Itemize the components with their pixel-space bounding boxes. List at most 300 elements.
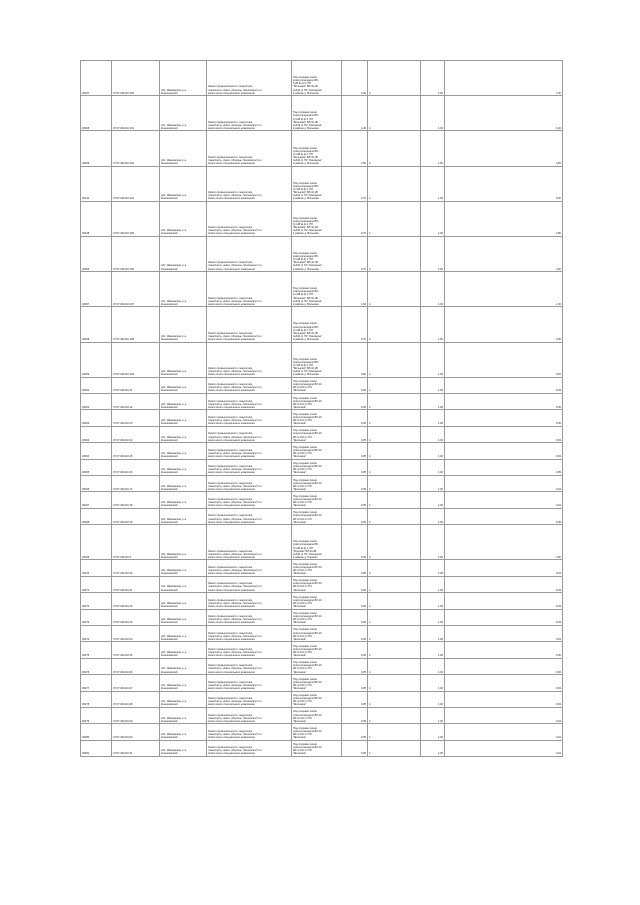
cell-text: транспорта, связи, обороны, безопасности и [208, 402, 262, 406]
cell-text: "Вольково" ВЛ-10 кВ [293, 190, 318, 194]
cell-area [342, 394, 368, 409]
cell-permitted-use [292, 642, 342, 657]
cell-text: Кинешемский [161, 302, 178, 306]
cell-text: Кинешемский [161, 422, 178, 426]
cell-text: "Шилекша" [293, 471, 307, 475]
cell-land-category [207, 593, 292, 608]
cell-text: транспорта, связи, обороны, безопасности и [208, 585, 262, 589]
cell-text: Земли промышленности, энергетики, [208, 85, 253, 89]
cell-text: 2,50 [360, 161, 366, 165]
cell-text: Земли промышленности, энергетики, [208, 481, 253, 485]
cell-land-category [207, 167, 292, 201]
cell-area [342, 577, 368, 592]
cell-text: обл. Ивановская, р-н [161, 419, 187, 423]
cell-text: 0,04 [555, 455, 561, 459]
cell-text: кВ № 104 от ПС [293, 501, 313, 505]
cell-text: обл. Ивановская, р-н [161, 435, 187, 439]
cell-text: 0,04 [555, 703, 561, 707]
table-row [81, 410, 563, 426]
table-row [81, 692, 563, 708]
cell-area [342, 272, 368, 306]
cell-value [445, 560, 563, 575]
cell-address [160, 427, 207, 442]
cell-text: 1,00 [437, 504, 443, 508]
cell-unit [368, 96, 421, 130]
cell-permitted-use [292, 307, 342, 341]
cell-unit [368, 272, 421, 306]
cell-text: 36281 [82, 752, 90, 756]
cell-value [445, 410, 563, 425]
cell-text: кВ № 104 от ПС [293, 618, 313, 622]
cell-unit [368, 577, 421, 592]
cell-text: Кинешемский [161, 373, 178, 377]
cell-text: 36261 [82, 405, 90, 409]
cell-text: транспорта, связи, обороны, безопасности и [208, 618, 262, 622]
cell-text: электропередачи ВЛ-10 [293, 465, 322, 469]
cell-text: электропередачи ВЛ-10 [293, 481, 322, 485]
cell-cadastral-number [112, 492, 160, 507]
cell-text: 4 [369, 736, 371, 740]
cell-text: Под опорами линии [293, 661, 317, 665]
cell-text: Кинешемский [161, 126, 178, 130]
cell-text: Кинешемский [161, 686, 178, 690]
cell-cadastral-number [112, 626, 160, 641]
cell-text: 4 [369, 654, 371, 658]
cell-value [445, 476, 563, 491]
cell-unit [368, 509, 421, 524]
cell-text: №434 от ПС "Шилекша" [293, 264, 322, 268]
cell-text: 4 [369, 637, 371, 641]
cell-cadastral-number [112, 307, 160, 341]
cell-coefficient [421, 560, 445, 575]
cell-text: "Шилекша" [293, 438, 307, 442]
cell-text: Земли промышленности, энергетики, [208, 399, 253, 403]
cell-unit [368, 659, 421, 674]
cell-address [160, 443, 207, 458]
cell-coefficient [421, 202, 445, 236]
cell-text: Земли промышленности, энергетики, [208, 366, 253, 370]
cell-cadastral-number [112, 659, 160, 674]
cell-text: 1,00 [437, 389, 443, 393]
cell-text: 4 [369, 504, 371, 508]
cell-text: кВ № 104 от ПС [293, 435, 313, 439]
cell-cadastral-number [112, 460, 160, 475]
cell-text: 1,00 [437, 126, 443, 130]
cell-value [445, 443, 563, 458]
cell-text: 0,4 кВ ф.ф.1 (ТП [293, 187, 314, 191]
cell-text: Кинешемский [161, 736, 178, 740]
cell-text: транспорта, связи, обороны, безопасности и [208, 435, 262, 439]
cell-text: Под опорами линии [293, 478, 317, 482]
cell-text: 4 [369, 405, 371, 409]
cell-permitted-use [292, 593, 342, 608]
cell-area [342, 378, 368, 393]
cell-text: транспорта, связи, обороны, безопасности и [208, 700, 262, 704]
cell-value [445, 741, 563, 756]
cell-text: кВ № 104 от ПС [293, 700, 313, 704]
cell-cadastral-number [112, 476, 160, 491]
cell-text: 1,60 [360, 302, 366, 306]
cell-text: 36278 [82, 703, 90, 707]
cell-text: Земли промышленности, энергетики, [208, 582, 253, 586]
cell-text: Кинешемский [161, 232, 178, 236]
cell-text: №434 от ПС "Шилекша" [293, 552, 322, 556]
cell-land-category [207, 577, 292, 592]
cell-number [81, 460, 112, 475]
cell-value [445, 272, 563, 306]
cell-text: 37:07:031216:21 [113, 588, 133, 592]
cell-text: 36259 [82, 373, 90, 377]
cell-text: транспорта, связи, обороны, безопасности и [208, 370, 262, 373]
cell-text: в районе д. Вольково [293, 197, 319, 201]
cell-text: 4,00 [555, 91, 561, 95]
cell-text: 1,00 [437, 555, 443, 559]
cell-text: электропередачи ВЛ-10 [293, 566, 322, 569]
cell-value [445, 642, 563, 657]
cell-text: транспорта, связи, обороны, безопасности и [208, 123, 262, 127]
cell-text: Земли промышленности, энергетики, [208, 465, 253, 469]
cell-text: Кинешемский [161, 604, 178, 608]
cell-text: Земли промышленности, энергетики, [208, 615, 253, 619]
cell-text: обл. Ивановская, р-н [161, 716, 187, 720]
cell-text: №434 от ПС "Шилекша" [293, 88, 322, 92]
cell-text: Под опорами линии [293, 357, 317, 361]
cell-text: 4 [369, 670, 371, 674]
cell-address [160, 610, 207, 625]
cell-land-category [207, 460, 292, 475]
cell-land-category [207, 307, 292, 341]
cell-text: 4 [369, 91, 371, 95]
cell-area [342, 410, 368, 425]
cell-text: 0,05 [360, 471, 366, 475]
cell-text: 1,00 [437, 455, 443, 459]
cell-text: 1,00 [437, 232, 443, 236]
cell-text: транспорта, связи, обороны, безопасности и [208, 194, 262, 198]
cell-text: электропередачи ВЛ- [293, 149, 319, 153]
cell-text: Под опорами линии [293, 412, 317, 416]
cell-text: обл. Ивановская, р-н [161, 229, 187, 233]
cell-text: 0,05 [360, 588, 366, 592]
cell-text: 4 [369, 471, 371, 475]
cell-text: земли иного специального назначения [208, 91, 255, 95]
cell-text: Кинешемский [161, 703, 178, 707]
cell-text: 0,4 кВ ф.ф.1 (ТП [293, 293, 314, 297]
cell-number [81, 642, 112, 657]
cell-text: 0,05 [360, 422, 366, 426]
cell-text: 36257 [82, 302, 90, 306]
cell-text: в районе д. Вольково [293, 232, 319, 236]
cell-text: 4 [369, 604, 371, 608]
cell-cadastral-number [112, 394, 160, 409]
cell-text: "Шилекша" [293, 520, 307, 524]
cell-text: Земли промышленности, энергетики, [208, 331, 253, 335]
cell-text: 0,04 [555, 572, 561, 576]
cell-text: электропередачи ВЛ-10 [293, 432, 322, 436]
cell-permitted-use [292, 741, 342, 756]
cell-text: обл. Ивановская, р-н [161, 451, 187, 455]
cell-text: электропередачи ВЛ-10 [293, 498, 322, 502]
cell-address [160, 708, 207, 723]
cell-text: "Вольково" ВЛ-10 кВ [293, 366, 318, 370]
cell-address [160, 394, 207, 409]
cell-text: кВ № 104 от ПС [293, 733, 313, 736]
cell-text: кВ № 104 от ПС [293, 667, 313, 671]
cell-text: "Вольково" ВЛ-10 кВ [293, 226, 318, 230]
cell-text: 4 [369, 161, 371, 165]
cell-number [81, 741, 112, 756]
cell-text: Под опорами линии [293, 562, 317, 566]
cell-text: №434 от ПС "Шилекша" [293, 334, 322, 338]
cell-text: Земли промышленности, энергетики, [208, 296, 253, 300]
cell-coefficient [421, 427, 445, 442]
cell-text: 36262 [82, 422, 90, 426]
cell-permitted-use [292, 410, 342, 425]
cell-number [81, 509, 112, 524]
cell-text: обл. Ивановская, р-н [161, 158, 187, 162]
cell-unit [368, 343, 421, 377]
cell-text: Под опорами линии [293, 677, 317, 681]
cell-area [342, 741, 368, 756]
cell-text: 0,05 [360, 703, 366, 707]
cell-coefficient [421, 610, 445, 625]
cell-text: "Вольково" ВЛ-10 кВ [293, 85, 318, 89]
cell-text: Под опорами линии [293, 429, 317, 433]
cell-coefficient [421, 509, 445, 524]
cell-text: обл. Ивановская, р-н [161, 402, 187, 406]
table-row [81, 131, 563, 166]
table-row [81, 272, 563, 307]
cell-text: 37:07:031216:107 [113, 302, 134, 306]
cell-text: "Шилекша" [293, 455, 307, 459]
cell-text: Кинешемский [161, 670, 178, 674]
cell-text: 36274 [82, 637, 90, 641]
cell-text: 37:07:031216:102 [113, 161, 134, 165]
cell-text: 4 [369, 422, 371, 426]
cell-text: 0,04 [555, 686, 561, 690]
cell-unit [368, 626, 421, 641]
cell-coefficient [421, 378, 445, 393]
cell-text: 4 [369, 337, 371, 341]
cell-text: 0,05 [360, 637, 366, 641]
cell-value [445, 708, 563, 723]
cell-area [342, 96, 368, 130]
cell-coefficient [421, 237, 445, 271]
cell-coefficient [421, 443, 445, 458]
cell-text: кВ № 104 от ПС [293, 683, 313, 687]
cell-text: 0,05 [360, 654, 366, 658]
cell-text: 0,62 [555, 373, 561, 377]
cell-land-category [207, 724, 292, 739]
cell-text: 37:07:031216:25 [113, 654, 133, 658]
cell-land-category [207, 626, 292, 641]
cell-text: 37:07:031216:106 [113, 267, 134, 271]
cell-address [160, 560, 207, 575]
cell-text: обл. Ивановская, р-н [161, 667, 187, 671]
cell-text: Кинешемский [161, 487, 178, 491]
cell-text: земли иного специального назначения [208, 555, 255, 559]
cell-text: 37:07:031216:105 [113, 232, 134, 236]
cell-permitted-use [292, 708, 342, 723]
cell-text: в районе д. Вольково [293, 337, 319, 341]
cell-text: 0,04 [555, 604, 561, 608]
cell-text: №434 от ПС "Шилекша" [293, 123, 322, 127]
cell-text: Под опорами линии [293, 612, 317, 616]
cell-text: электропередачи ВЛ-10 [293, 697, 322, 701]
cell-permitted-use [292, 525, 342, 559]
cell-text: 0,05 [555, 471, 561, 475]
cell-number [81, 61, 112, 95]
cell-text: 0,70 [360, 232, 366, 236]
cell-text: 1,00 [437, 373, 443, 377]
cell-text: Земли промышленности, энергетики, [208, 448, 253, 452]
cell-text: "Шилекша" [293, 389, 307, 393]
cell-text: 37:07:031216:28 [113, 703, 133, 707]
cell-text: 4 [369, 555, 371, 559]
cell-area [342, 492, 368, 507]
cell-text: электропередачи ВЛ-10 [293, 664, 322, 668]
cell-number [81, 131, 112, 165]
cell-value [445, 307, 563, 341]
cell-text: 0,04 [555, 736, 561, 740]
cell-unit [368, 61, 421, 95]
cell-address [160, 492, 207, 507]
cell-land-category [207, 202, 292, 236]
cell-number [81, 492, 112, 507]
cell-text: Под опорами линии [293, 710, 317, 714]
cell-text: 1,00 [437, 161, 443, 165]
cell-number [81, 476, 112, 491]
cell-coefficient [421, 167, 445, 201]
cell-text: 4 [369, 621, 371, 625]
cell-text: электропередачи ВЛ- [293, 290, 319, 294]
cell-text: Земли промышленности, энергетики, [208, 598, 253, 602]
cell-text: транспорта, связи, обороны, безопасности и [208, 158, 262, 162]
cell-text: 36271 [82, 588, 90, 592]
cell-text: №434 от ПС "Шилекша" [293, 194, 322, 198]
cell-cadastral-number [112, 560, 160, 575]
cell-land-category [207, 509, 292, 524]
cell-land-category [207, 343, 292, 377]
cell-text: "Шилекша" [293, 504, 307, 508]
table-row [81, 724, 563, 740]
cell-area [342, 202, 368, 236]
table-row [81, 659, 563, 675]
cell-text: 0,05 [360, 405, 366, 409]
cell-area [342, 675, 368, 690]
cell-address [160, 237, 207, 271]
cell-text: обл. Ивановская, р-н [161, 501, 187, 505]
cell-text: "Вольково" ВЛ-10 кВ [293, 296, 318, 300]
cell-text: №434 от ПС "Шилекша" [293, 299, 322, 303]
cell-text: Земли промышленности, энергетики, [208, 155, 253, 159]
cell-value [445, 724, 563, 739]
cell-text: 36208 [82, 126, 90, 130]
cell-coefficient [421, 675, 445, 690]
cell-text: 1,00 [437, 588, 443, 592]
cell-text: 4 [369, 487, 371, 491]
cell-text: земли иного специального назначения [208, 520, 255, 524]
cell-text: земли иного специального назначения [208, 126, 255, 130]
cell-coefficient [421, 724, 445, 739]
cell-text: 37:07:031216:11 [113, 389, 133, 393]
cell-land-category [207, 272, 292, 306]
cell-text: Кинешемский [161, 161, 178, 165]
cell-land-category [207, 659, 292, 674]
cell-unit [368, 642, 421, 657]
cell-text: обл. Ивановская, р-н [161, 618, 187, 622]
cell-text: транспорта, связи, обороны, безопасности и [208, 501, 262, 505]
table-row [81, 167, 563, 202]
cell-cadastral-number [112, 202, 160, 236]
cell-land-category [207, 708, 292, 723]
cell-land-category [207, 61, 292, 95]
cell-text: Под опорами линии [293, 726, 317, 730]
cell-text: Кинешемский [161, 405, 178, 409]
cell-text: 36266 [82, 487, 90, 491]
cell-text: транспорта, связи, обороны, безопасности и [208, 229, 262, 233]
cell-text: Под опорами линии [293, 322, 317, 326]
cell-text: 1,00 [437, 302, 443, 306]
cell-text: 37:07:031216:18 [113, 504, 133, 508]
cell-text: Кинешемский [161, 654, 178, 658]
cell-area [342, 593, 368, 608]
cell-cadastral-number [112, 167, 160, 201]
cell-permitted-use [292, 610, 342, 625]
cell-text: "Шилекша" [293, 752, 307, 756]
cell-text: 1,00 [437, 604, 443, 608]
cell-text: "Шилекша" [293, 670, 307, 674]
cell-text: земли иного специального назначения [208, 621, 255, 625]
cell-area [342, 560, 368, 575]
cell-text: земли иного специального назначения [208, 604, 255, 608]
cell-text: Кинешемский [161, 438, 178, 442]
cell-text: 0,05 [555, 405, 561, 409]
cell-text: транспорта, связи, обороны, безопасности и [208, 419, 262, 423]
cell-text: земли иного специального назначения [208, 422, 255, 426]
cell-permitted-use [292, 61, 342, 95]
cell-text: в районе д. Вольково [293, 161, 319, 165]
cell-land-category [207, 237, 292, 271]
cell-text: транспорта, связи, обороны, безопасности и [208, 683, 262, 687]
cell-coefficient [421, 96, 445, 130]
cell-area [342, 659, 368, 674]
cell-unit [368, 476, 421, 491]
cell-text: 1,00 [437, 703, 443, 707]
cell-number [81, 593, 112, 608]
cell-text: 0,04 [555, 487, 561, 491]
cell-text: 4 [369, 752, 371, 756]
cell-text: 37:07:031216:30 [113, 736, 133, 740]
cell-text: 36260 [82, 389, 90, 393]
cell-text: 36277 [82, 686, 90, 690]
cell-text: обл. Ивановская, р-н [161, 634, 187, 638]
cell-text: 36269 [82, 555, 90, 559]
cell-text: "Шилекша" [293, 621, 307, 625]
table-row [81, 525, 563, 560]
cell-text: 4 [369, 267, 371, 271]
cell-permitted-use [292, 692, 342, 707]
cell-text: 0,4 кВ ф.ф.2 (ТП [293, 152, 314, 156]
cell-text: 37:07:031216:109 [113, 373, 134, 377]
cell-text: 1,00 [437, 621, 443, 625]
cell-text: электропередачи ВЛ-10 [293, 680, 322, 684]
cell-area [342, 131, 368, 165]
cell-text: 36276 [82, 670, 90, 674]
cell-text: 1,00 [437, 719, 443, 723]
table-row [81, 202, 563, 237]
cell-area [342, 443, 368, 458]
cell-text: электропередачи ВЛ-10 [293, 598, 322, 602]
